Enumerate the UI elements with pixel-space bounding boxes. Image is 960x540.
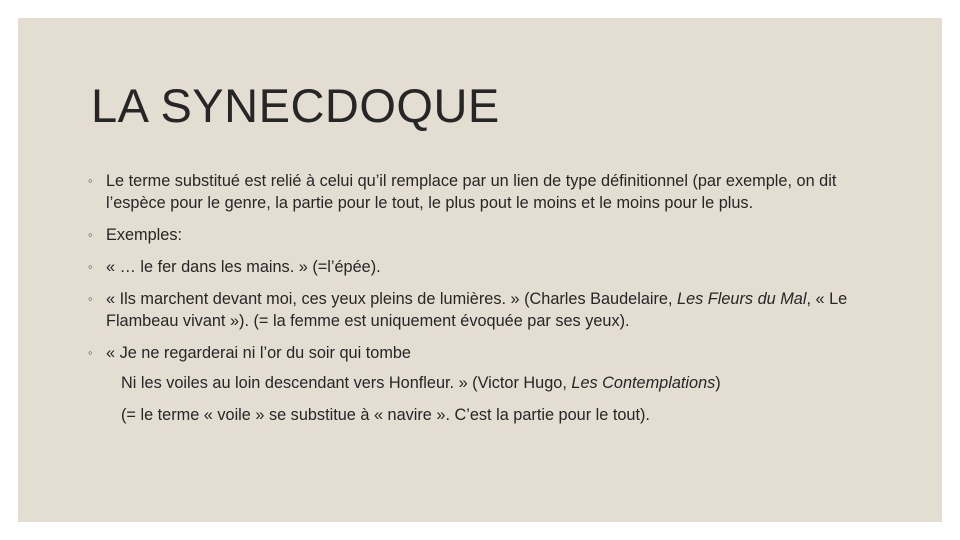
work-title: Les Contemplations [571, 374, 716, 392]
bullet-text: « … le fer dans les mains. » (=l’épée). [106, 258, 381, 276]
work-title: Les Fleurs du Mal [677, 290, 807, 308]
bullet-marker-icon: ◦ [88, 291, 93, 306]
bullet-example-fer [88, 256, 878, 278]
verse-continuation [88, 372, 878, 394]
bullet-definition [88, 170, 878, 214]
bullet-text-before: « Ils marchent devant moi, ces yeux pleins de lumières. » (Charles Baudelaire, [106, 290, 678, 308]
explanation-line [88, 404, 878, 426]
verse-text-before: Ni les voiles au loin descendant vers Honfleur. » (Victor Hugo, [121, 374, 572, 392]
bullet-marker-icon: ◦ [88, 227, 93, 242]
bullet-marker-icon: ◦ [88, 173, 93, 188]
bullet-marker-icon: ◦ [88, 259, 93, 274]
bullet-text: Exemples: [106, 226, 183, 244]
slide [18, 18, 942, 522]
bullet-text: « Je ne regarderai ni l’or du soir qui tombe [106, 344, 411, 362]
explanation-text: (= le terme « voile » se substitue à « navire ». C’est la partie pour le tout). [121, 406, 650, 424]
bullet-marker-icon: ◦ [88, 345, 93, 360]
bullet-example-hugo [88, 342, 878, 364]
bullet-text-after: , « Le Flambeau vivant »). (= la femme est uniquement évoquée par ses yeux). [106, 290, 848, 330]
bullet-text: Le terme substitué est relié à celui qu’il remplace par un lien de type définitionnel (par exemple, on dit l’espèce pour le genre, la partie pour le tout, le plus pout le moins et le moins pour le plus. [106, 172, 837, 212]
slide-title: LA SYNECDOQUE [91, 79, 500, 132]
bullet-list [88, 170, 878, 436]
bullet-example-baudelaire [88, 288, 878, 332]
verse-text-after: ) [715, 374, 721, 392]
bullet-examples-heading [88, 224, 878, 246]
